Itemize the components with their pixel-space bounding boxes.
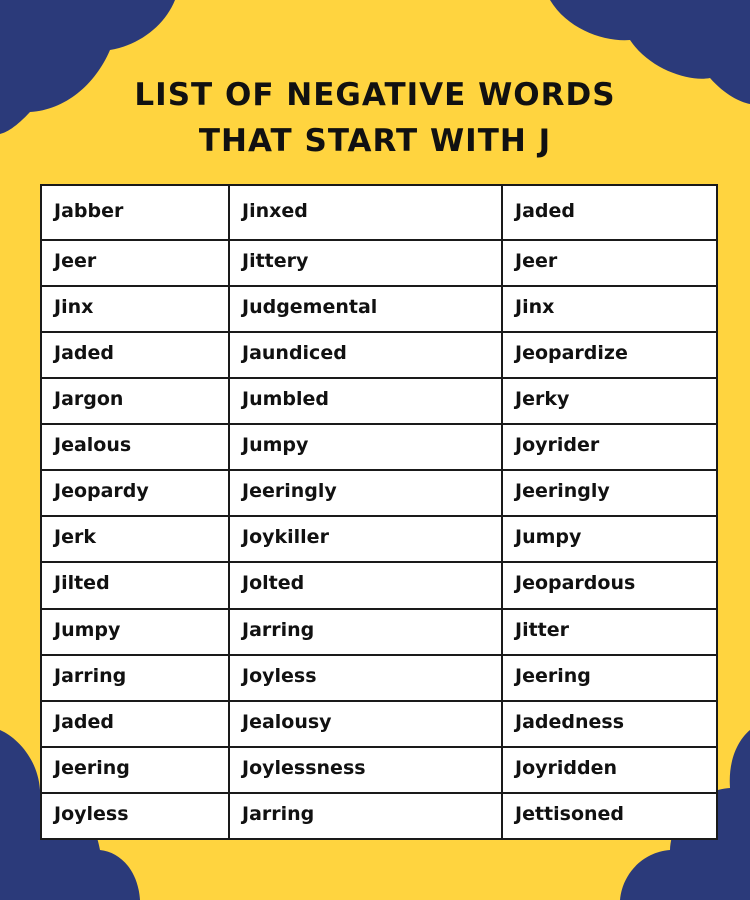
word-cell: Jealousy xyxy=(229,701,502,747)
word-cell: Jabber xyxy=(41,185,229,240)
word-cell: Jargon xyxy=(41,378,229,424)
table-row xyxy=(41,470,717,516)
table-row xyxy=(41,747,717,793)
word-cell: Jeopardy xyxy=(41,470,229,516)
table-row xyxy=(41,332,717,378)
word-cell: Joyless xyxy=(41,793,229,839)
word-cell: Jinx xyxy=(502,286,717,332)
word-cell: Jeopardize xyxy=(502,332,717,378)
word-cell: Joyrider xyxy=(502,424,717,470)
word-cell: Jolted xyxy=(229,562,502,608)
word-cell: Jerky xyxy=(502,378,717,424)
word-cell: Jaded xyxy=(41,701,229,747)
word-cell: Jumbled xyxy=(229,378,502,424)
word-cell: Jilted xyxy=(41,562,229,608)
table-row xyxy=(41,286,717,332)
word-cell: Jaded xyxy=(502,185,717,240)
table-row xyxy=(41,378,717,424)
table-row xyxy=(41,701,717,747)
word-cell: Jumpy xyxy=(229,424,502,470)
word-cell: Jinx xyxy=(41,286,229,332)
word-table xyxy=(40,184,718,840)
table-row xyxy=(41,185,717,240)
word-cell: Jettisoned xyxy=(502,793,717,839)
word-cell: Jeering xyxy=(41,747,229,793)
word-cell: Jaundiced xyxy=(229,332,502,378)
word-cell: Jeopardous xyxy=(502,562,717,608)
page-title xyxy=(0,72,750,164)
word-cell: Jeer xyxy=(502,240,717,286)
table-row xyxy=(41,240,717,286)
word-cell: Jaded xyxy=(41,332,229,378)
table-row xyxy=(41,655,717,701)
word-cell: Jeer xyxy=(41,240,229,286)
word-cell: Jittery xyxy=(229,240,502,286)
table-row xyxy=(41,516,717,562)
table-row xyxy=(41,793,717,839)
word-cell: Jarring xyxy=(229,609,502,655)
word-cell: Jeeringly xyxy=(229,470,502,516)
word-cell: Judgemental xyxy=(229,286,502,332)
word-cell: Jarring xyxy=(41,655,229,701)
word-cell: Jumpy xyxy=(502,516,717,562)
word-cell: Jealous xyxy=(41,424,229,470)
word-cell: Joyless xyxy=(229,655,502,701)
title-line-2: THAT START WITH J xyxy=(198,123,552,159)
word-cell: Jumpy xyxy=(41,609,229,655)
word-cell: Jinxed xyxy=(229,185,502,240)
word-cell: Joylessness xyxy=(229,747,502,793)
word-cell: Jerk xyxy=(41,516,229,562)
table-row xyxy=(41,562,717,608)
word-cell: Jarring xyxy=(229,793,502,839)
title-line-1: LIST OF NEGATIVE WORDS xyxy=(134,77,616,113)
table-row xyxy=(41,424,717,470)
word-cell: Jadedness xyxy=(502,701,717,747)
word-cell: Jitter xyxy=(502,609,717,655)
word-cell: Jeeringly xyxy=(502,470,717,516)
word-cell: Joykiller xyxy=(229,516,502,562)
word-cell: Joyridden xyxy=(502,747,717,793)
word-cell: Jeering xyxy=(502,655,717,701)
table-row xyxy=(41,609,717,655)
